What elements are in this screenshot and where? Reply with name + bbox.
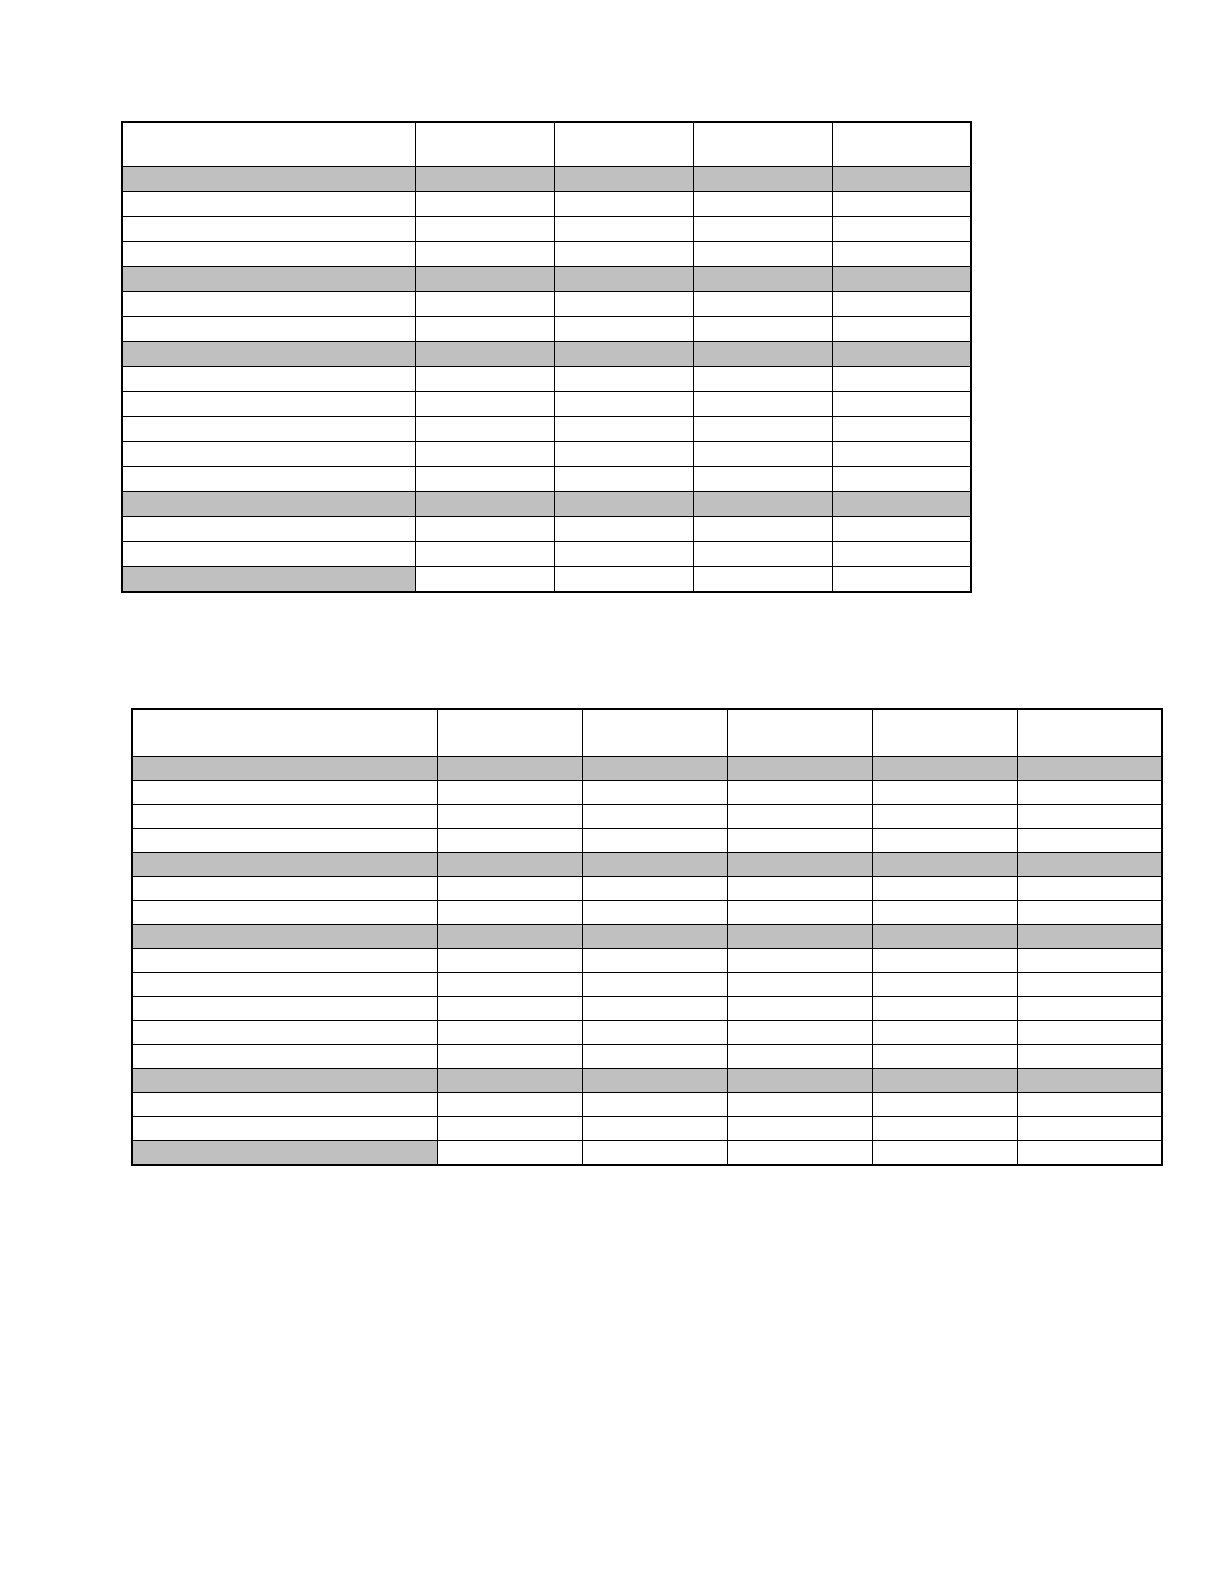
value-cell — [437, 1069, 582, 1093]
value-cell — [872, 1021, 1017, 1045]
label-cell — [132, 1045, 437, 1069]
value-cell — [437, 1045, 582, 1069]
value-cell — [554, 217, 693, 242]
table-row — [132, 1117, 1162, 1141]
header-row — [122, 122, 971, 167]
table-row — [132, 1045, 1162, 1069]
label-cell — [122, 492, 415, 517]
value-cell — [872, 709, 1017, 757]
value-cell — [832, 167, 971, 192]
value-cell — [554, 242, 693, 267]
value-cell — [415, 217, 554, 242]
blank-table-2 — [131, 708, 1163, 1166]
value-cell — [727, 997, 872, 1021]
value-cell — [554, 542, 693, 567]
value-cell — [872, 877, 1017, 901]
value-cell — [693, 367, 832, 392]
table-row — [122, 442, 971, 467]
value-cell — [437, 1117, 582, 1141]
value-cell — [1017, 1093, 1162, 1117]
value-cell — [727, 949, 872, 973]
table-row — [132, 877, 1162, 901]
label-cell — [132, 1069, 437, 1093]
value-cell — [872, 1069, 1017, 1093]
value-cell — [437, 853, 582, 877]
value-cell — [437, 901, 582, 925]
table-2-body — [132, 709, 1162, 1165]
value-cell — [872, 853, 1017, 877]
value-cell — [693, 217, 832, 242]
table-row — [132, 1093, 1162, 1117]
value-cell — [872, 1093, 1017, 1117]
value-cell — [415, 467, 554, 492]
value-cell — [832, 292, 971, 317]
label-cell — [122, 567, 415, 593]
label-cell — [132, 1141, 437, 1166]
value-cell — [872, 805, 1017, 829]
table-row — [132, 829, 1162, 853]
value-cell — [693, 392, 832, 417]
value-cell — [693, 517, 832, 542]
blank-table-1 — [121, 121, 972, 593]
value-cell — [415, 267, 554, 292]
value-cell — [832, 192, 971, 217]
value-cell — [693, 567, 832, 593]
table-row — [132, 949, 1162, 973]
value-cell — [1017, 1045, 1162, 1069]
value-cell — [693, 317, 832, 342]
label-cell — [122, 217, 415, 242]
label-cell — [122, 542, 415, 567]
value-cell — [1017, 901, 1162, 925]
section-row — [122, 492, 971, 517]
value-cell — [727, 925, 872, 949]
value-cell — [1017, 997, 1162, 1021]
value-cell — [437, 997, 582, 1021]
value-cell — [415, 192, 554, 217]
value-cell — [415, 442, 554, 467]
label-cell — [132, 877, 437, 901]
label-cell — [132, 997, 437, 1021]
value-cell — [693, 267, 832, 292]
table-row — [122, 317, 971, 342]
value-cell — [437, 757, 582, 781]
value-cell — [554, 317, 693, 342]
value-cell — [582, 781, 727, 805]
section-row — [132, 853, 1162, 877]
value-cell — [832, 442, 971, 467]
table-row — [122, 542, 971, 567]
value-cell — [693, 167, 832, 192]
value-cell — [727, 757, 872, 781]
value-cell — [832, 342, 971, 367]
value-cell — [832, 417, 971, 442]
value-cell — [832, 122, 971, 167]
value-cell — [727, 1069, 872, 1093]
value-cell — [415, 167, 554, 192]
section-row — [122, 342, 971, 367]
value-cell — [582, 853, 727, 877]
value-cell — [727, 829, 872, 853]
value-cell — [415, 392, 554, 417]
value-cell — [1017, 829, 1162, 853]
label-cell — [132, 805, 437, 829]
value-cell — [582, 949, 727, 973]
label-cell — [122, 192, 415, 217]
value-cell — [554, 342, 693, 367]
value-cell — [727, 853, 872, 877]
value-cell — [1017, 805, 1162, 829]
value-cell — [1017, 973, 1162, 997]
value-cell — [554, 167, 693, 192]
label-cell — [122, 342, 415, 367]
total-row — [122, 567, 971, 593]
label-cell — [122, 167, 415, 192]
table-row — [122, 292, 971, 317]
value-cell — [832, 267, 971, 292]
value-cell — [554, 417, 693, 442]
value-cell — [872, 1141, 1017, 1166]
value-cell — [832, 542, 971, 567]
value-cell — [582, 757, 727, 781]
value-cell — [693, 442, 832, 467]
value-cell — [437, 1021, 582, 1045]
value-cell — [415, 122, 554, 167]
value-cell — [727, 973, 872, 997]
table-row — [122, 217, 971, 242]
value-cell — [582, 1117, 727, 1141]
value-cell — [872, 829, 1017, 853]
value-cell — [554, 392, 693, 417]
value-cell — [437, 805, 582, 829]
label-cell — [132, 829, 437, 853]
value-cell — [415, 292, 554, 317]
header-row — [132, 709, 1162, 757]
section-row — [122, 167, 971, 192]
label-cell — [132, 1021, 437, 1045]
value-cell — [415, 492, 554, 517]
label-cell — [122, 242, 415, 267]
label-cell — [132, 949, 437, 973]
value-cell — [582, 1093, 727, 1117]
section-row — [122, 267, 971, 292]
value-cell — [415, 317, 554, 342]
value-cell — [727, 709, 872, 757]
value-cell — [693, 192, 832, 217]
value-cell — [1017, 709, 1162, 757]
value-cell — [832, 217, 971, 242]
value-cell — [437, 1093, 582, 1117]
value-cell — [727, 877, 872, 901]
value-cell — [1017, 1069, 1162, 1093]
value-cell — [872, 949, 1017, 973]
value-cell — [582, 877, 727, 901]
value-cell — [727, 1021, 872, 1045]
value-cell — [872, 781, 1017, 805]
label-cell — [132, 1117, 437, 1141]
value-cell — [1017, 925, 1162, 949]
section-row — [132, 1069, 1162, 1093]
label-cell — [122, 517, 415, 542]
value-cell — [727, 1093, 872, 1117]
value-cell — [727, 901, 872, 925]
table-row — [122, 242, 971, 267]
value-cell — [554, 192, 693, 217]
value-cell — [1017, 877, 1162, 901]
value-cell — [554, 517, 693, 542]
value-cell — [832, 242, 971, 267]
table-row — [122, 417, 971, 442]
value-cell — [832, 467, 971, 492]
value-cell — [554, 292, 693, 317]
value-cell — [415, 342, 554, 367]
value-cell — [872, 1045, 1017, 1069]
label-cell — [122, 367, 415, 392]
value-cell — [554, 122, 693, 167]
label-cell — [122, 442, 415, 467]
value-cell — [437, 973, 582, 997]
value-cell — [1017, 1021, 1162, 1045]
value-cell — [582, 1045, 727, 1069]
table-row — [132, 997, 1162, 1021]
table-1-body — [122, 122, 971, 592]
value-cell — [1017, 757, 1162, 781]
label-cell — [132, 925, 437, 949]
section-row — [132, 925, 1162, 949]
value-cell — [693, 292, 832, 317]
label-cell — [122, 417, 415, 442]
label-cell — [132, 1093, 437, 1117]
value-cell — [437, 877, 582, 901]
table-row — [122, 467, 971, 492]
value-cell — [554, 492, 693, 517]
value-cell — [1017, 949, 1162, 973]
table-row — [132, 781, 1162, 805]
label-cell — [132, 781, 437, 805]
table-row — [122, 192, 971, 217]
value-cell — [437, 709, 582, 757]
label-cell — [122, 467, 415, 492]
value-cell — [554, 367, 693, 392]
value-cell — [1017, 781, 1162, 805]
value-cell — [727, 805, 872, 829]
value-cell — [872, 925, 1017, 949]
total-row — [132, 1141, 1162, 1166]
value-cell — [582, 973, 727, 997]
value-cell — [832, 517, 971, 542]
value-cell — [693, 492, 832, 517]
label-cell — [122, 392, 415, 417]
label-cell — [132, 973, 437, 997]
label-cell — [132, 709, 437, 757]
table-row — [132, 1021, 1162, 1045]
value-cell — [1017, 853, 1162, 877]
value-cell — [727, 1141, 872, 1166]
value-cell — [415, 517, 554, 542]
value-cell — [415, 242, 554, 267]
value-cell — [872, 757, 1017, 781]
table-row — [122, 367, 971, 392]
value-cell — [582, 901, 727, 925]
value-cell — [832, 567, 971, 593]
value-cell — [693, 242, 832, 267]
value-cell — [727, 1045, 872, 1069]
value-cell — [582, 805, 727, 829]
value-cell — [693, 342, 832, 367]
value-cell — [872, 997, 1017, 1021]
value-cell — [693, 467, 832, 492]
table-row — [132, 973, 1162, 997]
label-cell — [132, 757, 437, 781]
value-cell — [554, 442, 693, 467]
value-cell — [582, 1021, 727, 1045]
value-cell — [554, 467, 693, 492]
table-row — [132, 805, 1162, 829]
label-cell — [132, 901, 437, 925]
value-cell — [582, 1069, 727, 1093]
value-cell — [727, 1117, 872, 1141]
table-row — [122, 392, 971, 417]
value-cell — [1017, 1141, 1162, 1166]
table-row — [122, 517, 971, 542]
value-cell — [832, 492, 971, 517]
value-cell — [693, 542, 832, 567]
value-cell — [582, 709, 727, 757]
value-cell — [437, 1141, 582, 1166]
section-row — [132, 757, 1162, 781]
label-cell — [132, 853, 437, 877]
value-cell — [582, 829, 727, 853]
value-cell — [415, 367, 554, 392]
value-cell — [872, 973, 1017, 997]
value-cell — [554, 567, 693, 593]
value-cell — [872, 901, 1017, 925]
label-cell — [122, 317, 415, 342]
value-cell — [872, 1117, 1017, 1141]
value-cell — [554, 267, 693, 292]
table-row — [132, 901, 1162, 925]
value-cell — [693, 122, 832, 167]
value-cell — [415, 567, 554, 593]
value-cell — [437, 949, 582, 973]
value-cell — [1017, 1117, 1162, 1141]
value-cell — [415, 542, 554, 567]
label-cell — [122, 122, 415, 167]
value-cell — [693, 417, 832, 442]
value-cell — [832, 392, 971, 417]
value-cell — [582, 1141, 727, 1166]
label-cell — [122, 292, 415, 317]
value-cell — [582, 925, 727, 949]
value-cell — [437, 829, 582, 853]
value-cell — [832, 317, 971, 342]
value-cell — [415, 417, 554, 442]
value-cell — [437, 925, 582, 949]
label-cell — [122, 267, 415, 292]
value-cell — [437, 781, 582, 805]
value-cell — [582, 997, 727, 1021]
value-cell — [727, 781, 872, 805]
value-cell — [832, 367, 971, 392]
